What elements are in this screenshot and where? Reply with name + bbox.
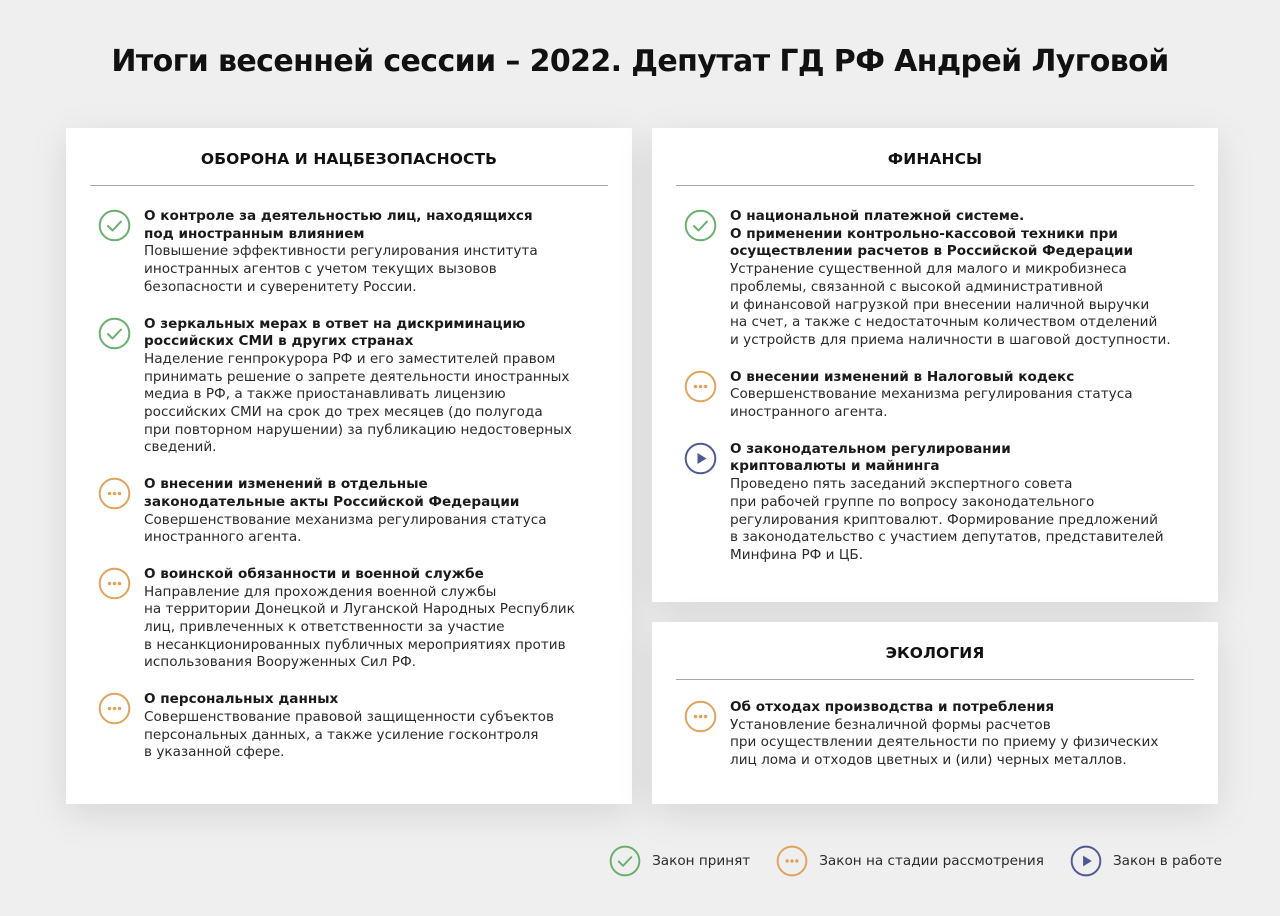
ellipsis-circle-icon bbox=[776, 845, 808, 877]
law-title: О внесении изменений в отдельные законодательные акты Российской Федерации bbox=[144, 476, 520, 510]
law-description: Совершенствование механизма регулирования статуса иностранного агента. bbox=[144, 511, 547, 546]
law-description: Совершенствование механизма регулирования статуса иностранного агента. bbox=[730, 386, 1133, 421]
law-item bbox=[98, 316, 632, 458]
legend-label: Закон на стадии рассмотрения bbox=[819, 853, 1044, 869]
law-item-body bbox=[730, 208, 1190, 350]
law-description: Проведено пять заседаний экспертного совета при рабочей группе по вопросу законодательного регулирования криптовалют. Формирование предложений в законодательство с участием депутатов, представителей Минфина РФ и ЦБ. bbox=[730, 476, 1164, 563]
law-title: О воинской обязанности и военной службе bbox=[144, 565, 484, 582]
law-description: Наделение генпрокурора РФ и его заместителей правом принимать решение о запрете деятельности иностранных медиа в РФ, а также приостанавливать лицензию российских СМИ на срок до трех месяцев (до полугода при повторном нарушении) за публикацию недостоверных сведений. bbox=[144, 350, 572, 456]
law-title: О контроле за деятельностью лиц, находящихся под иностранным влиянием bbox=[144, 208, 533, 242]
check-circle-icon bbox=[98, 317, 131, 350]
law-title: Об отходах производства и потребления bbox=[730, 699, 1055, 715]
page-title: Итоги весенней сессии – 2022. Депутат ГД РФ Андрей Луговой bbox=[111, 44, 1169, 79]
law-title: О персональных данных bbox=[144, 691, 339, 708]
section-card-finance bbox=[652, 128, 1218, 602]
law-item bbox=[98, 566, 632, 672]
law-description: Совершенствование правовой защищенности субъектов персональных данных, а также усиление госконтроля в указанной сфере. bbox=[144, 708, 554, 761]
section-card-defense bbox=[66, 128, 632, 804]
law-title: О зеркальных мерах в ответ на дискриминацию российских СМИ в других странах bbox=[144, 315, 526, 350]
legend-item-review bbox=[776, 845, 1044, 877]
ellipsis-circle-icon bbox=[98, 477, 131, 510]
law-list bbox=[66, 186, 632, 762]
law-item bbox=[98, 208, 632, 297]
law-list bbox=[652, 680, 1218, 770]
section-heading: ФИНАНСЫ bbox=[676, 128, 1194, 186]
legend-label: Закон принят bbox=[652, 853, 751, 869]
law-item-body bbox=[144, 208, 604, 297]
status-legend bbox=[583, 845, 1222, 877]
law-item bbox=[684, 441, 1218, 565]
section-heading: ЭКОЛОГИЯ bbox=[676, 622, 1194, 680]
law-description: Повышение эффективности регулирования института иностранных агентов с учетом текущих вызовов безопасности и суверенитету России. bbox=[144, 243, 538, 295]
law-description: Установление безналичной формы расчетов при осуществлении деятельности по приему у физических лиц лома и отходов цветных и (или) черных металлов. bbox=[730, 716, 1159, 769]
law-title: О законодательном регулировании криптовалюты и майнинга bbox=[730, 440, 1011, 475]
ellipsis-circle-icon bbox=[684, 370, 717, 403]
play-circle-icon bbox=[684, 442, 717, 475]
law-item bbox=[684, 369, 1218, 422]
law-item-body bbox=[730, 441, 1190, 565]
law-item-body bbox=[730, 369, 1190, 422]
law-item bbox=[684, 699, 1218, 770]
section-heading: ОБОРОНА И НАЦБЕЗОПАСНОСТЬ bbox=[90, 128, 608, 186]
ellipsis-circle-icon bbox=[98, 567, 131, 600]
law-item-body bbox=[730, 699, 1190, 770]
section-card-ecology bbox=[652, 622, 1218, 804]
law-item-body bbox=[144, 566, 604, 672]
law-description: Направление для прохождения военной службы на территории Донецкой и Луганской Народных Республик лиц, привлеченных к ответственности за участие в несанкционированных публичных мероприятиях против использования Вооруженных Сил РФ. bbox=[144, 583, 575, 671]
ellipsis-circle-icon bbox=[684, 700, 717, 733]
law-title: О внесении изменений в Налоговый кодекс bbox=[730, 368, 1075, 385]
law-item bbox=[684, 208, 1218, 350]
ellipsis-circle-icon bbox=[98, 692, 131, 725]
law-title: О национальной платежной системе. О применении контрольно-кассовой техники при осуществлении расчетов в Российской Федерации bbox=[730, 208, 1134, 260]
law-list bbox=[652, 186, 1218, 565]
legend-label: Закон в работе bbox=[1112, 853, 1222, 869]
legend-item-in-progress bbox=[1070, 845, 1222, 877]
law-item bbox=[98, 691, 632, 762]
check-circle-icon bbox=[98, 209, 131, 242]
law-item-body bbox=[144, 691, 604, 762]
law-description: Устранение существенной для малого и микробизнеса проблемы, связанной с высокой административной и финансовой нагрузкой при внесении наличной выручки на счет, а также с недостаточным количеством отделений и устройств для приема наличности в шаговой доступности. bbox=[730, 261, 1171, 348]
law-item bbox=[98, 476, 632, 547]
law-item-body bbox=[144, 316, 604, 458]
law-item-body bbox=[144, 476, 604, 547]
check-circle-icon bbox=[609, 845, 641, 877]
check-circle-icon bbox=[684, 209, 717, 242]
play-circle-icon bbox=[1070, 845, 1102, 877]
legend-item-adopted bbox=[609, 845, 750, 877]
